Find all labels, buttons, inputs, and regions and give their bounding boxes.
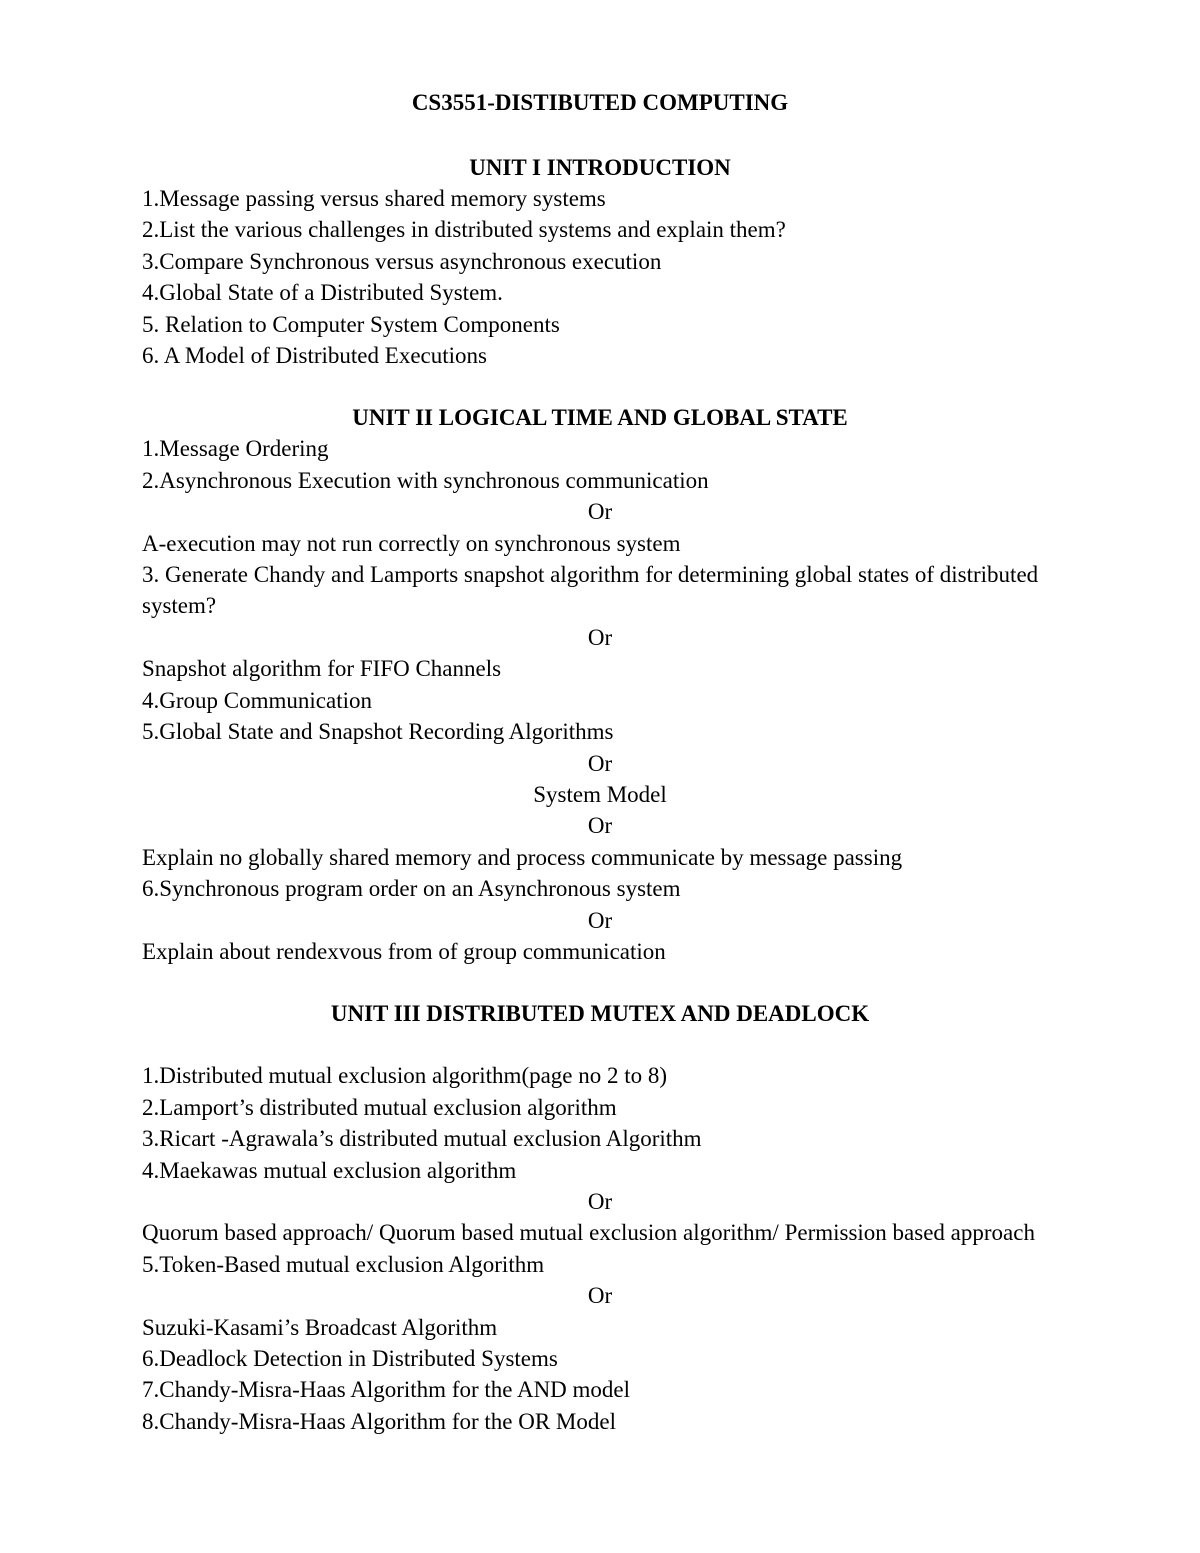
topic-item: 1.Distributed mutual exclusion algorithm(page no 2 to 8) (142, 1063, 668, 1089)
alternative-separator: Or (587, 1283, 613, 1309)
topic-item: Explain about rendexvous from of group communication (142, 938, 666, 964)
topic-item: 5.Token-Based mutual exclusion Algorithm (142, 1251, 545, 1277)
topic-item: 6.Deadlock Detection in Distributed Systems (142, 1346, 558, 1371)
topic-item: 6.Synchronous program order on an Asynchronous system (142, 876, 681, 902)
unit-heading: UNIT II LOGICAL TIME AND GLOBAL STATE (352, 405, 848, 431)
topic-item: Quorum based approach/ Quorum based mutual exclusion algorithm/ Permission based approach (142, 1220, 1035, 1246)
topic-item: 2.Lamport’s distributed mutual exclusion algorithm (142, 1094, 617, 1120)
unit-heading: UNIT III DISTRIBUTED MUTEX AND DEADLOCK (330, 1001, 870, 1027)
unit-topic-list (142, 1060, 1058, 1437)
topic-item: 4.Global State of a Distributed System. (142, 280, 503, 306)
alternative-separator: Or (587, 813, 613, 839)
alternative-separator: Or (587, 750, 613, 776)
alternative-separator: Or (587, 1188, 613, 1214)
unit-topic-list (142, 183, 1058, 371)
topic-item: Snapshot algorithm for FIFO Channels (142, 656, 502, 682)
topic-item: Explain no globally shared memory and process communicate by message passing (142, 844, 903, 870)
topic-item: 4.Maekawas mutual exclusion algorithm (142, 1157, 517, 1183)
unit-topic-list (142, 433, 1058, 967)
topic-item: 5. Relation to Computer System Components (142, 311, 560, 337)
topic-item: 3.Ricart -Agrawala’s distributed mutual exclusion Algorithm (142, 1126, 702, 1152)
topic-item: Suzuki-Kasami’s Broadcast Algorithm (142, 1314, 498, 1340)
alternative-separator: System Model (533, 781, 667, 807)
topic-item: 2.List the various challenges in distributed systems and explain them? (142, 217, 786, 243)
topic-item: A-execution may not run correctly on synchronous system (142, 530, 681, 556)
topic-item: 3. Generate Chandy and Lamports snapshot algorithm for determining global states of distributed system? (142, 562, 1039, 619)
document-content (142, 88, 1058, 1437)
topic-item: 5.Global State and Snapshot Recording Algorithms (142, 719, 614, 745)
topic-item: 1.Message passing versus shared memory systems (142, 186, 606, 211)
units-container (142, 152, 1058, 1437)
topic-item: 3.Compare Synchronous versus asynchronous execution (142, 248, 662, 274)
alternative-separator: Or (587, 907, 613, 933)
topic-item: 6. A Model of Distributed Executions (142, 343, 487, 369)
topic-item: 1.Message Ordering (142, 436, 329, 462)
unit-section (142, 152, 1058, 371)
topic-item: 7.Chandy-Misra-Haas Algorithm for the AND model (142, 1377, 631, 1403)
alternative-separator: Or (587, 499, 613, 525)
unit-section (142, 998, 1058, 1437)
topic-item: 8.Chandy-Misra-Haas Algorithm for the OR Model (142, 1408, 616, 1434)
heading-spacer (142, 1029, 1058, 1060)
topic-item: 2.Asynchronous Execution with synchronous communication (142, 467, 709, 493)
unit-section (142, 402, 1058, 967)
topic-item: 4.Group Communication (142, 687, 372, 713)
document-title: CS3551-DISTIBUTED COMPUTING (411, 90, 789, 115)
alternative-separator: Or (587, 624, 613, 650)
unit-heading: UNIT I INTRODUCTION (469, 155, 731, 180)
